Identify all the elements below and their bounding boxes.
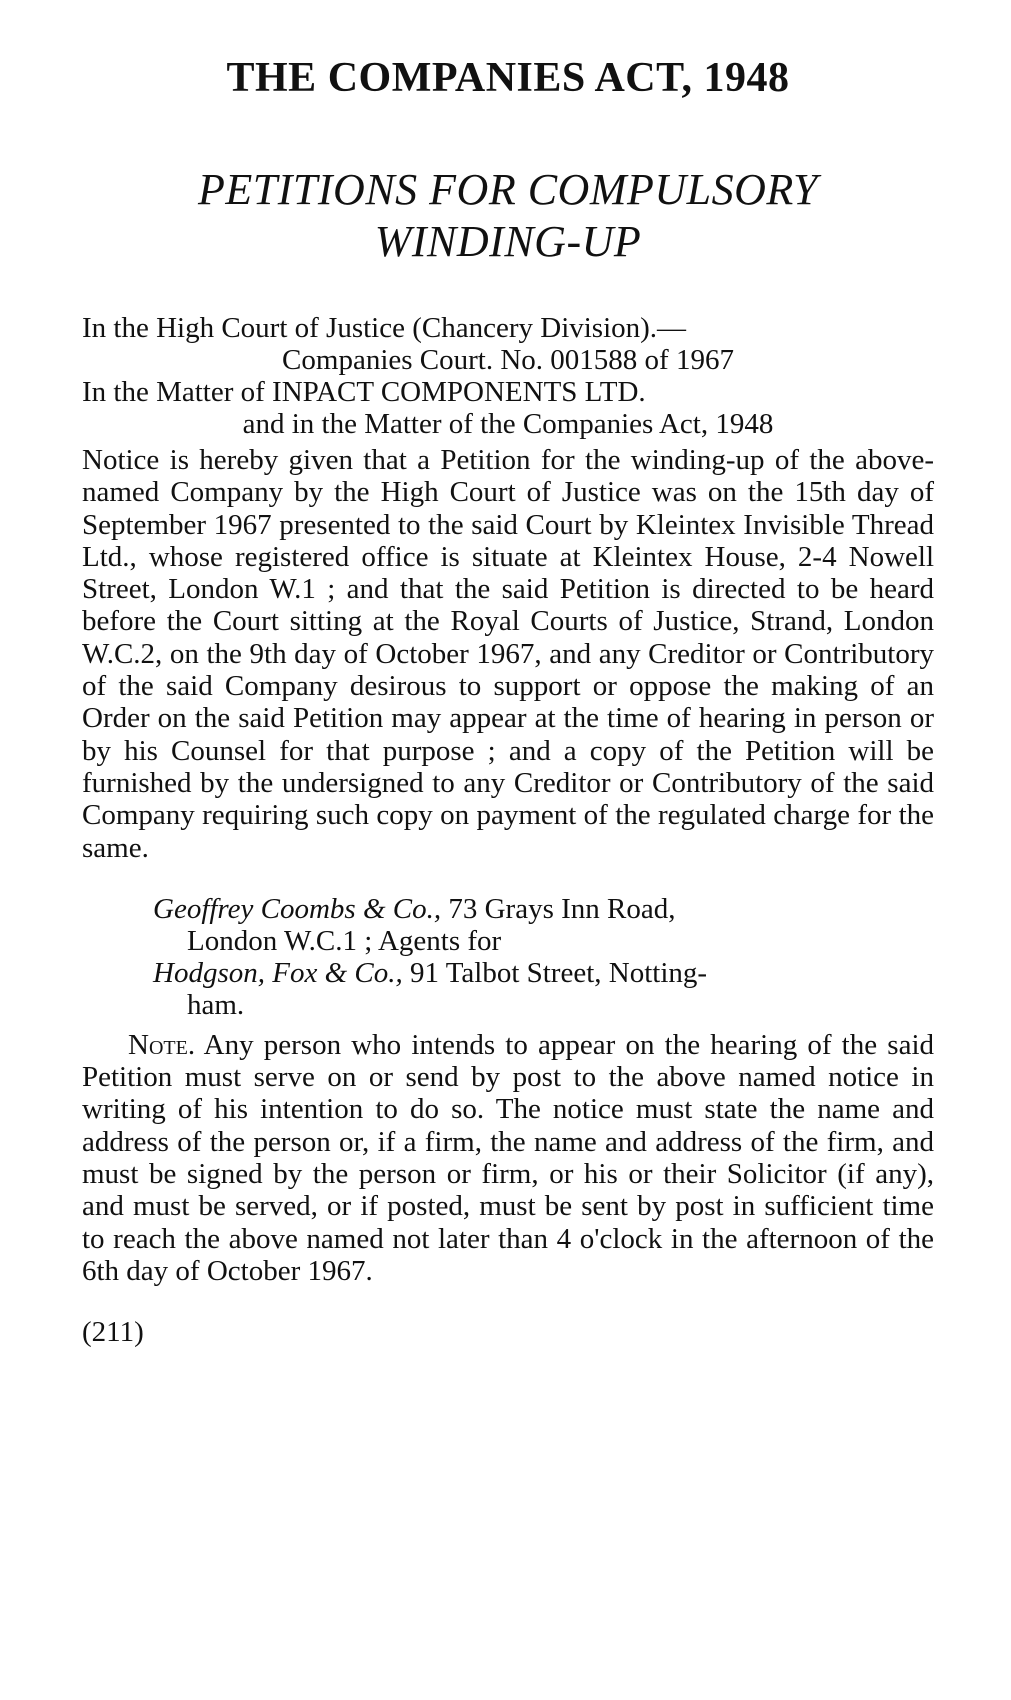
- notice-reference-number: (211): [82, 1316, 144, 1349]
- notice-category-title-line1: PETITIONS FOR COMPULSORY: [198, 165, 818, 214]
- court-name: In the High Court of Justice (Chancery Division).—: [82, 312, 687, 344]
- court-heading: [82, 312, 934, 440]
- case-number: Companies Court. No. 001588 of 1967: [282, 344, 734, 376]
- notice-category-title-line2: WINDING-UP: [374, 217, 642, 266]
- principal-address: 91 Talbot Street, Notting-: [402, 956, 708, 989]
- company-matter: In the Matter of INPACT COMPONENTS LTD.: [82, 376, 646, 408]
- act-title: THE COMPANIES ACT, 1948: [226, 55, 790, 101]
- agent-name: Geoffrey Coombs & Co.,: [153, 892, 442, 925]
- note-label: Note.: [128, 1028, 196, 1061]
- agent-entry: [153, 893, 934, 957]
- note-paragraph: [82, 1029, 934, 1287]
- agent-address-continued: London W.C.1 ; Agents for: [187, 924, 502, 957]
- agent-address: 73 Grays Inn Road,: [441, 892, 676, 925]
- signature-block: [82, 893, 934, 1021]
- note-text: Any person who intends to appear on the hearing of the said Petition must serve on or send by post to the above named notice in writing of his intention to do so. The notice must state the name and address of the person or, if a firm, the name and address of the firm, and must be signed by the person or firm, or his or their Solicitor (if any), and must be served, or if posted, must be sent by post in sufficient time to reach the above named not later than 4 o'clock in the afternoon of the 6th day of October 1967.: [82, 1028, 934, 1287]
- gazette-notice: [82, 52, 934, 1348]
- principal-address-continued: ham.: [187, 988, 245, 1021]
- principal-entry: [153, 957, 934, 1021]
- act-matter: and in the Matter of the Companies Act, 1948: [242, 408, 774, 440]
- notice-category-title: [82, 164, 934, 268]
- principal-name: Hodgson, Fox & Co.,: [153, 956, 403, 989]
- notice-body: Notice is hereby given that a Petition for the winding-up of the above-named Company by the High Court of Justice was on the 15th day of September 1967 presented to the said Court by Kleintex Invisible Thread Ltd., whose registered office is situate at Kleintex House, 2-4 Nowell Street, London W.1 ; and that the said Petition is directed to be heard before the Court sitting at the Royal Courts of Justice, Strand, London W.C.2, on the 9th day of October 1967, and any Creditor or Contributory of the said Company desirous to support or oppose the making of an Order on the said Petition may appear at the time of hearing in person or by his Counsel for that purpose ; and a copy of the Petition will be furnished by the undersigned to any Creditor or Contributory of the said Company requiring such copy on payment of the regulated charge for the same.: [82, 444, 934, 864]
